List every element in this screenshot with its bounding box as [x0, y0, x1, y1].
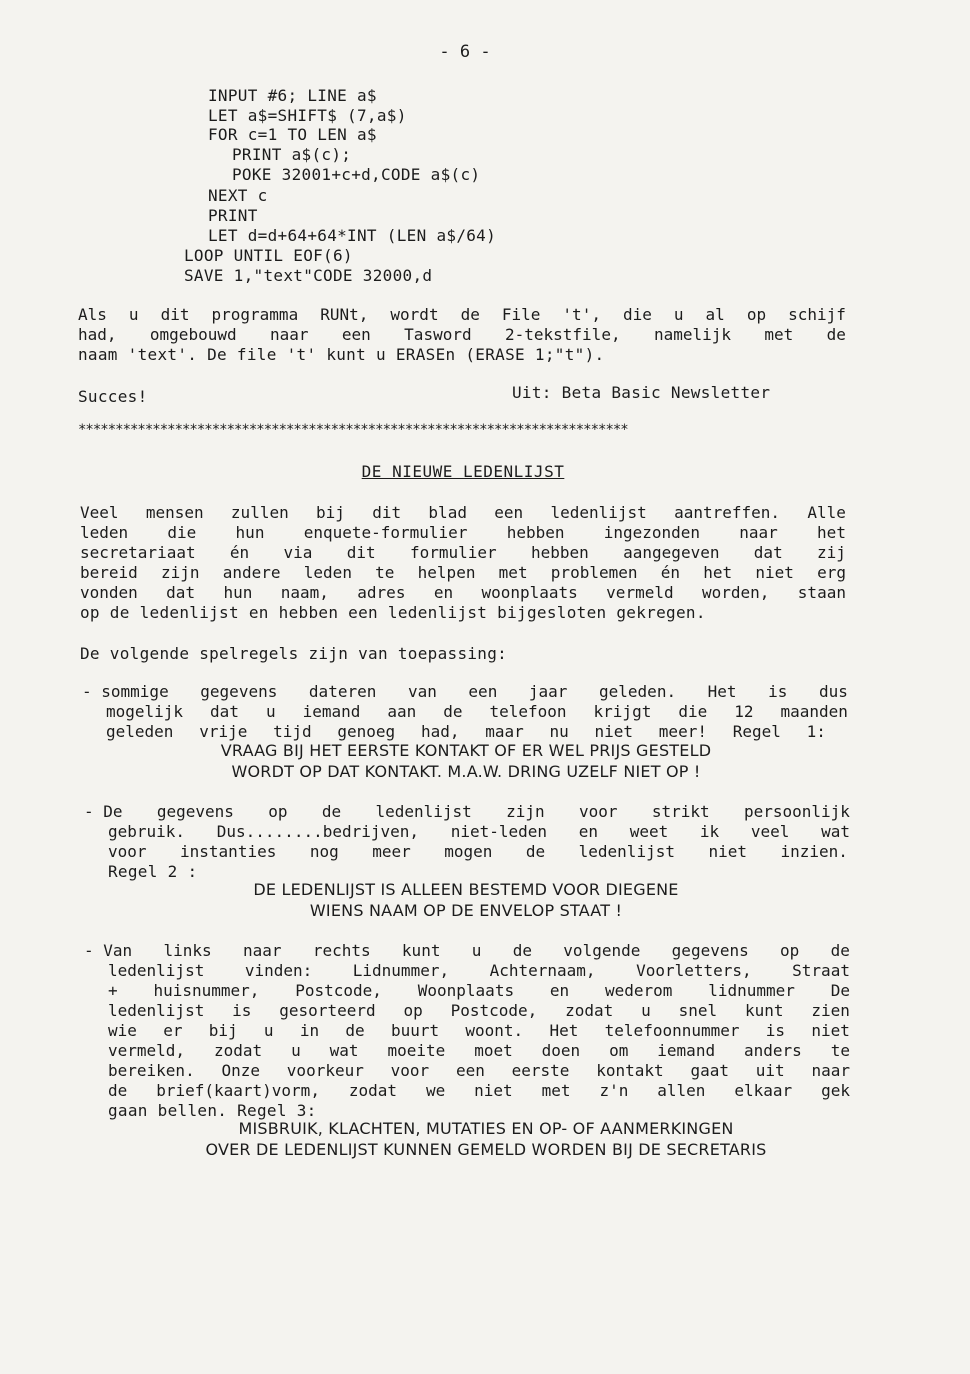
word: een [455, 1061, 485, 1080]
rule-line [108, 981, 850, 1001]
word: iemand [302, 702, 361, 721]
word: zijn [161, 563, 200, 582]
word: schijf [788, 305, 846, 324]
word: op [746, 305, 767, 324]
word: ledenlijst [108, 961, 205, 980]
word: gebruik. [108, 822, 186, 841]
word: in [299, 1021, 320, 1040]
word: gegevens [200, 682, 278, 701]
rule-line [108, 842, 848, 862]
word: - sommige [82, 682, 169, 701]
word: Dus........bedrijven, [216, 822, 420, 841]
word: op [780, 941, 800, 960]
word: zodat [565, 1001, 614, 1020]
word: uit [755, 1061, 785, 1080]
word: de [443, 702, 463, 721]
rule-line [108, 1001, 850, 1021]
word: ingezonden [603, 523, 701, 542]
rule-line [108, 822, 850, 842]
word: vonden [80, 583, 138, 602]
body-line [80, 543, 846, 563]
word: telefoonnummer [604, 1021, 740, 1040]
word: ledenlijst [108, 1001, 205, 1020]
word: dat [753, 543, 783, 562]
rule-line [108, 1081, 850, 1101]
code-line: FOR c=1 TO LEN a$ [208, 125, 377, 144]
code-line: PRINT a$(c); [232, 145, 352, 164]
word: kunt [744, 1001, 784, 1020]
word: dus [818, 682, 848, 701]
word: zullen [230, 503, 289, 522]
word: u [673, 305, 684, 324]
word: 1: [806, 722, 826, 741]
rule-emphasis: OVER DE LEDENLIJST KUNNEN GEMELD WORDEN BIJ DE SECRETARIS [205, 1140, 767, 1159]
word: anders [744, 1041, 802, 1060]
article-title: DE NIEUWE LEDENLIJST [361, 462, 565, 481]
word: is [768, 682, 788, 701]
word: vermeld, [108, 1041, 186, 1060]
word: huisnummer, [153, 981, 260, 1000]
word: inzien. [780, 842, 848, 861]
rule-line [108, 1021, 850, 1041]
word: u [263, 1021, 274, 1040]
word: programma [211, 305, 299, 324]
word: snel [678, 1001, 718, 1020]
body-line: De volgende spelregels zijn van toepassing: [80, 644, 508, 663]
word: ik [699, 822, 720, 841]
word: veel [750, 822, 790, 841]
word: bereid [80, 563, 138, 582]
word: wat [329, 1041, 359, 1060]
word: naar [811, 1061, 850, 1080]
rule-line [108, 961, 850, 981]
word: leden [80, 523, 129, 542]
word: 't', [562, 305, 601, 324]
word: een [341, 325, 371, 344]
body-line [80, 583, 846, 603]
word: weet [629, 822, 669, 841]
word: had, [78, 325, 117, 344]
word: gek [821, 1081, 850, 1100]
word: RUNt, [320, 305, 369, 324]
code-line: SAVE 1,"text"CODE 32000,d [184, 266, 433, 285]
word: bij [316, 503, 345, 522]
word: te [830, 1041, 850, 1060]
word: en [549, 981, 570, 1000]
word: problemen [550, 563, 638, 582]
word: u [641, 1001, 651, 1020]
word: zij [817, 543, 846, 562]
word: andere [222, 563, 281, 582]
word: de [830, 941, 850, 960]
code-line: LET d=d+64+64*INT (LEN a$/64) [208, 226, 497, 245]
word: namelijk [653, 325, 732, 344]
word: Straat [792, 961, 850, 980]
word: die [678, 702, 708, 721]
word: mogen [444, 842, 493, 861]
intro-line [78, 325, 846, 345]
word: aantreffen. [674, 503, 781, 522]
word: nog [309, 842, 339, 861]
word: maar [485, 722, 524, 741]
word: u [291, 1041, 301, 1060]
word: blad [428, 503, 467, 522]
word: voor [108, 842, 147, 861]
page-number: - 6 - [439, 42, 491, 62]
word: dit [160, 305, 190, 324]
word: aan [387, 702, 417, 721]
word: dat [166, 583, 196, 602]
word: is [765, 1021, 786, 1040]
rule-line [84, 941, 850, 961]
word: en [578, 822, 599, 841]
word: via [283, 543, 313, 562]
word: woont. [465, 1021, 524, 1040]
body-line [80, 503, 846, 523]
word: mogelijk [106, 702, 184, 721]
rule-emphasis: WIENS NAAM OP DE ENVELOP STAAT ! [309, 901, 623, 920]
word: dit [372, 503, 402, 522]
word: met [541, 1081, 571, 1100]
word: gesorteerd [279, 1001, 376, 1020]
word: had, [420, 722, 460, 741]
word: u [471, 941, 482, 960]
word: secretariaat [80, 543, 196, 562]
word: iemand [657, 1041, 716, 1060]
word: zien [811, 1001, 850, 1020]
word: dateren [308, 682, 377, 701]
word: naar [269, 325, 309, 344]
word: Alle [807, 503, 846, 522]
word: hebben [506, 523, 565, 542]
word: de [525, 842, 546, 861]
word: instanties [180, 842, 277, 861]
word: + [108, 981, 118, 1000]
word: dit [346, 543, 376, 562]
word: meer! [658, 722, 707, 741]
word: naam, [280, 583, 329, 602]
word: volgende [563, 941, 641, 960]
word: hun [235, 523, 265, 542]
word: enquete-formulier [303, 523, 468, 542]
word: de [108, 1081, 128, 1100]
word: Achternaam, [489, 961, 596, 980]
separator-line: ************************************************************************** [78, 422, 628, 438]
word: niet [755, 563, 794, 582]
word: voor [578, 802, 618, 821]
word: ledenlijst [578, 842, 675, 861]
word: de [321, 802, 342, 821]
word: lidnummer [708, 981, 795, 1000]
word: - Van [84, 941, 133, 960]
word: mensen [145, 503, 204, 522]
word: naar [242, 941, 282, 960]
word: Als [78, 305, 107, 324]
word: niet [594, 722, 634, 741]
word: al [705, 305, 725, 324]
word: is [232, 1001, 252, 1020]
word: kunt [401, 941, 441, 960]
word: persoonlijk [743, 802, 850, 821]
rule-line: gaan bellen. Regel 3: [108, 1101, 317, 1120]
word: ledenlijst [550, 503, 647, 522]
word: erg [817, 563, 846, 582]
word: telefoon [489, 702, 567, 721]
word: doen [541, 1041, 581, 1060]
word: strikt [651, 802, 710, 821]
rule-line [84, 802, 850, 822]
word: gegevens [671, 941, 749, 960]
word: gaat [690, 1061, 729, 1080]
word: én [660, 563, 680, 582]
intro-line [78, 305, 846, 325]
rule-emphasis: DE LEDENLIJST IS ALLEEN BESTEMD VOOR DIEGENE [253, 880, 679, 899]
word: we [425, 1081, 446, 1100]
code-line: POKE 32001+c+d,CODE a$(c) [232, 165, 481, 184]
word: kontakt [596, 1061, 664, 1080]
word: te [375, 563, 395, 582]
word: met [498, 563, 528, 582]
word: wordt [390, 305, 439, 324]
succes-text: Succes! [78, 387, 148, 406]
word: geleden [106, 722, 174, 741]
word: Het [549, 1021, 579, 1040]
word: Voorletters, [636, 961, 752, 980]
word: 2-tekstfile, [504, 325, 621, 344]
word: worden, [701, 583, 770, 602]
word: die [622, 305, 652, 324]
word: zodat [213, 1041, 263, 1060]
word: meer [372, 842, 411, 861]
word: krijgt [593, 702, 652, 721]
word: tijd [273, 722, 312, 741]
rule-line [108, 1041, 850, 1061]
rule-line [108, 1061, 850, 1081]
word: leden [303, 563, 352, 582]
word: - De [84, 802, 123, 821]
word: genoeg [337, 722, 396, 741]
word: gegevens [156, 802, 234, 821]
word: om [609, 1041, 629, 1060]
rule-line: Regel 2 : [108, 862, 198, 881]
word: en [433, 583, 454, 602]
word: 12 [734, 702, 754, 721]
body-line [80, 523, 846, 543]
source-credit: Uit: Beta Basic Newsletter [512, 383, 771, 402]
word: woonplaats [481, 583, 578, 602]
word: niet [811, 1021, 850, 1040]
word: vermeld [606, 583, 674, 602]
word: hun [223, 583, 253, 602]
word: de [826, 325, 846, 344]
word: formulier [409, 543, 497, 562]
word: niet [708, 842, 747, 861]
word: niet [474, 1081, 513, 1100]
word: allen [657, 1081, 706, 1100]
word: met [764, 325, 794, 344]
word: een [468, 682, 498, 701]
word: ledenlijst [375, 802, 472, 821]
word: brief(kaart)vorm, [156, 1081, 320, 1100]
word: wat [821, 822, 850, 841]
word: Woonplaats [417, 981, 515, 1000]
code-line: PRINT [208, 206, 258, 225]
word: moeite [387, 1041, 446, 1060]
word: nu [549, 722, 569, 741]
word: én [229, 543, 250, 562]
word: Regel [732, 722, 781, 741]
code-line: LOOP UNTIL EOF(6) [184, 246, 353, 265]
word: geleden. [599, 682, 677, 701]
word: Het [707, 682, 737, 701]
word: naar [739, 523, 778, 542]
word: Lidnummer, [352, 961, 450, 980]
rule-line [106, 722, 826, 742]
word: hebben [531, 543, 589, 562]
body-line [80, 563, 846, 583]
word: u [265, 702, 276, 721]
word: dat [210, 702, 239, 721]
word: het [817, 523, 846, 542]
word: die [167, 523, 197, 542]
word: vrije [199, 722, 248, 741]
word: van [407, 682, 437, 701]
intro-line: naam 'text'. De file 't' kunt u ERASEn (ERASE 1;"t"). [78, 345, 605, 364]
word: wie [108, 1021, 137, 1040]
word: omgebouwd [149, 325, 237, 344]
word: Onze [221, 1061, 261, 1080]
rule-emphasis: VRAAG BIJ HET EERSTE KONTAKT OF ER WEL PRIJS GESTELD [220, 741, 712, 760]
rule-emphasis: MISBRUIK, KLACHTEN, MUTATIES EN OP- OF AANMERKINGEN [238, 1119, 734, 1138]
word: voor [390, 1061, 430, 1080]
word: er [163, 1021, 183, 1040]
rule-emphasis: WORDT OP DAT KONTAKT. M.A.W. DRING UZELF NIET OP ! [231, 762, 701, 781]
word: op [268, 802, 288, 821]
word: adres [357, 583, 406, 602]
word: de [460, 305, 480, 324]
code-line: INPUT #6; LINE a$ [208, 86, 377, 105]
word: rechts [312, 941, 371, 960]
word: helpen [417, 563, 476, 582]
word: De [830, 981, 850, 1000]
word: eerste [511, 1061, 570, 1080]
word: Postcode, [450, 1001, 538, 1020]
word: File [501, 305, 541, 324]
word: aangegeven [623, 543, 720, 562]
code-line: LET a$=SHIFT$ (7,a$) [208, 106, 407, 125]
word: zodat [348, 1081, 398, 1100]
code-line: NEXT c [208, 186, 268, 205]
word: Postcode, [295, 981, 382, 1000]
word: op [403, 1001, 423, 1020]
word: moet [474, 1041, 513, 1060]
word: het [703, 563, 733, 582]
word: Tasword [404, 325, 472, 344]
word: maanden [780, 702, 848, 721]
word: vinden: [244, 961, 313, 980]
word: bereiken. [108, 1061, 195, 1080]
word: de [512, 941, 532, 960]
word: de [345, 1021, 365, 1040]
rule-line [82, 682, 848, 702]
word: zijn [506, 802, 545, 821]
word: bij [208, 1021, 238, 1040]
word: voorkeur [286, 1061, 364, 1080]
word: een [494, 503, 524, 522]
word: buurt [390, 1021, 440, 1040]
word: jaar [528, 682, 568, 701]
word: Veel [80, 503, 119, 522]
word: elkaar [734, 1081, 793, 1100]
word: wederom [604, 981, 673, 1000]
word: staan [797, 583, 846, 602]
rule-line [106, 702, 848, 722]
word: niet-leden [450, 822, 548, 841]
word: z'n [599, 1081, 629, 1100]
word: links [163, 941, 212, 960]
word: u [128, 305, 139, 324]
body-line: op de ledenlijst en hebben een ledenlijst bijgesloten gekregen. [80, 603, 706, 622]
